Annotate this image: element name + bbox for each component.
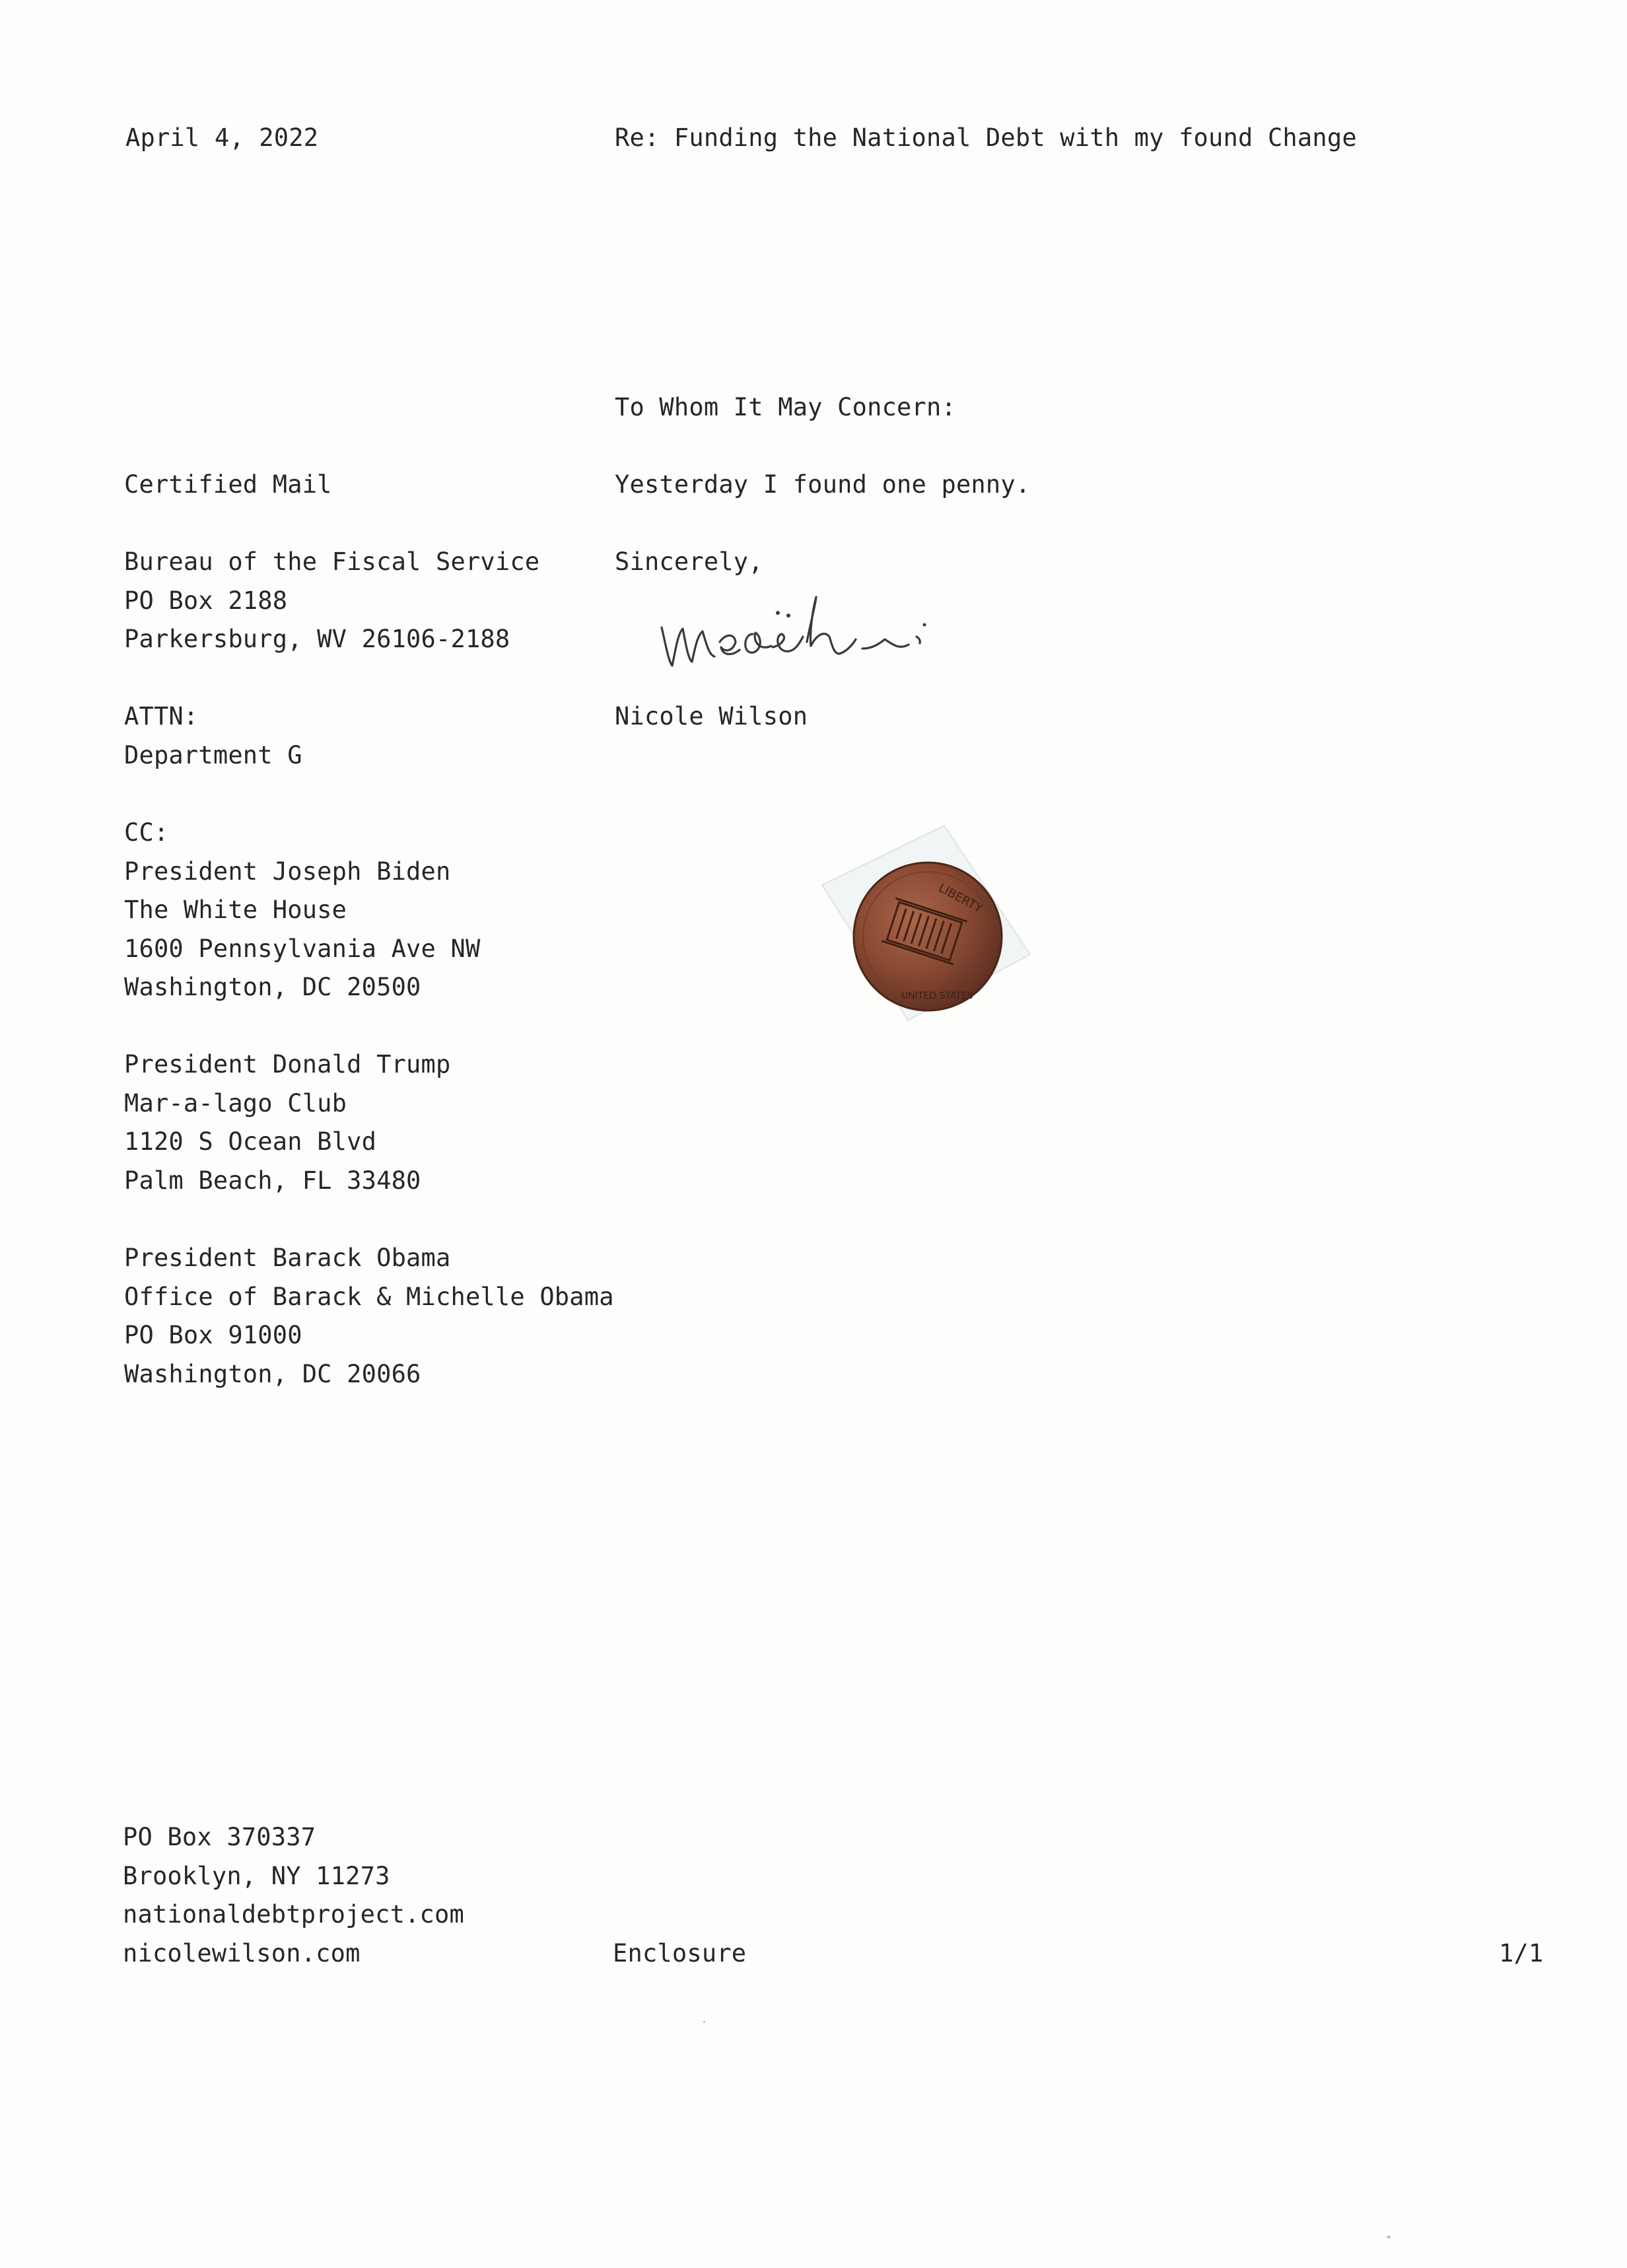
cc-line: Mar-a-lago Club (124, 1088, 347, 1117)
penny-enclosure-image (802, 812, 1053, 1063)
letter-subject: Re: Funding the National Debt with my found Change (615, 124, 1357, 152)
page-number: 1/1 (1499, 1939, 1544, 1967)
cc-line: PO Box 91000 (124, 1321, 302, 1349)
scan-speck (703, 2021, 705, 2023)
recipient-address-line: PO Box 2188 (124, 586, 288, 615)
recipient-address (124, 543, 539, 659)
salutation: To Whom It May Concern: (615, 393, 956, 421)
cc-recipient-block (124, 1045, 450, 1200)
cc-line: Washington, DC 20066 (124, 1359, 421, 1388)
penny-text-top: LIBERTY (936, 880, 985, 916)
sender-name: Nicole Wilson (615, 702, 808, 730)
attn-label: ATTN: (124, 702, 199, 730)
cc-line: President Barack Obama (124, 1244, 451, 1272)
cc-line: President Joseph Biden (124, 857, 451, 886)
closing: Sincerely, (615, 548, 763, 576)
mail-type: Certified Mail (124, 470, 332, 499)
cc-line: 1600 Pennsylvania Ave NW (124, 934, 481, 963)
penny-text-bottom: UNITED STATES (901, 991, 973, 1001)
cc-line: Washington, DC 20500 (124, 973, 421, 1001)
sender-address-line: Brooklyn, NY 11273 (123, 1861, 390, 1890)
letter-date: April 4, 2022 (125, 124, 319, 152)
enclosure-label: Enclosure (613, 1939, 747, 1967)
cc-line: Palm Beach, FL 33480 (124, 1166, 421, 1195)
website-link[interactable]: nicolewilson.com (123, 1938, 361, 1967)
sender-address-line: PO Box 370337 (123, 1823, 316, 1851)
letter-body: Yesterday I found one penny. (615, 470, 1031, 499)
attn-department: Department G (124, 740, 302, 769)
attn-block (124, 697, 302, 775)
cc-block (124, 814, 480, 1007)
cc-line: President Donald Trump (124, 1050, 451, 1079)
cc-label: CC: (124, 818, 169, 847)
handwritten-signature (654, 581, 997, 680)
website-link[interactable]: nationaldebtproject.com (123, 1900, 464, 1929)
scan-speck (1387, 2236, 1391, 2238)
cc-line: 1120 S Ocean Blvd (124, 1127, 377, 1156)
recipient-address-line: Parkersburg, WV 26106-2188 (124, 625, 510, 653)
cc-line: The White House (124, 896, 347, 924)
cc-line: Office of Barack & Michelle Obama (124, 1282, 614, 1311)
recipient-address-line: Bureau of the Fiscal Service (124, 548, 540, 576)
cc-recipient-block (124, 1239, 614, 1394)
sender-address (123, 1818, 464, 1973)
